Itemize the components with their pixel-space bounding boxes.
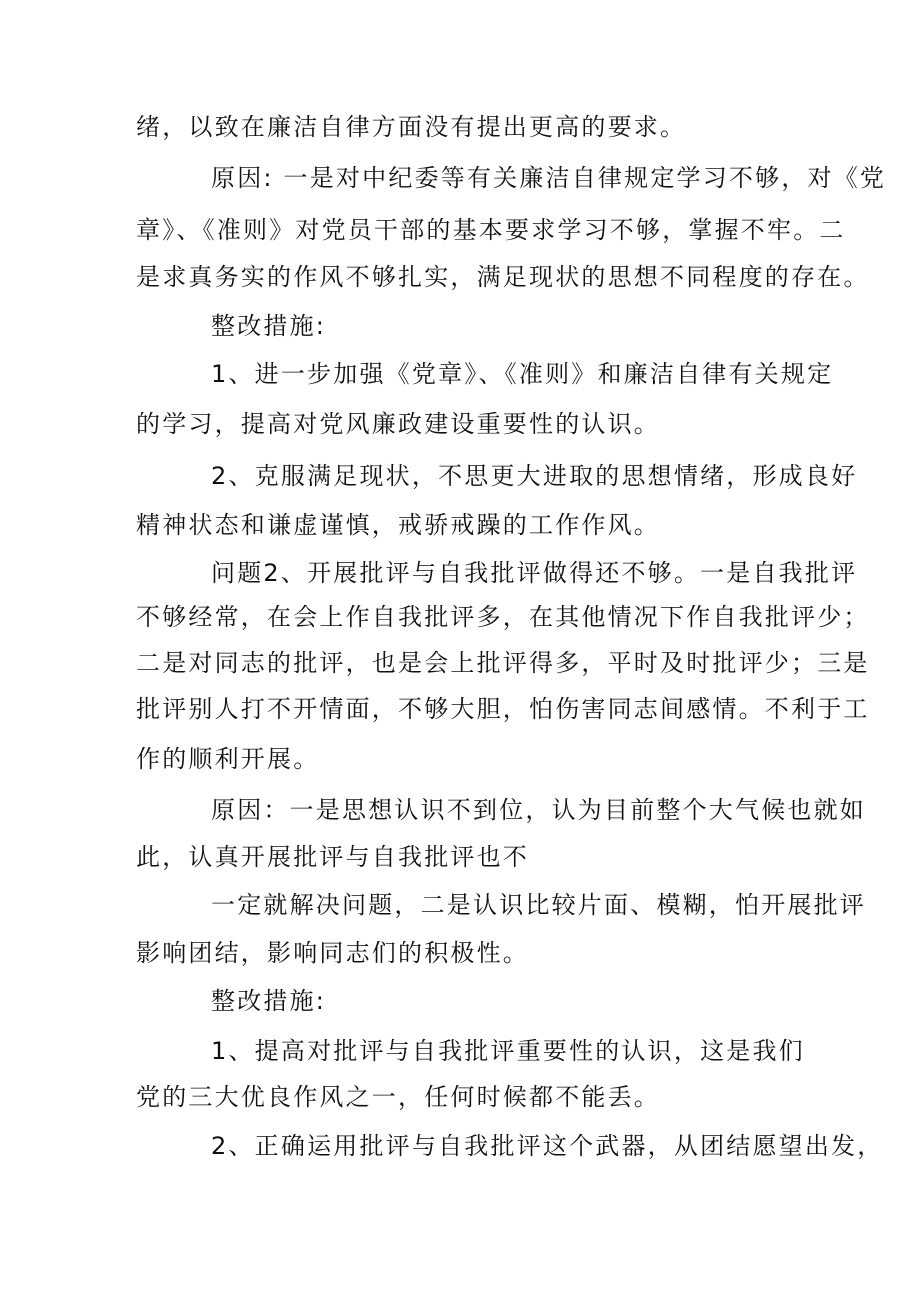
text-line: 是求真务实的作风不够扎实，满足现状的思想不同程度的存在。: [136, 263, 870, 291]
text-line: 一定就解决问题，二是认识比较片面、模糊，怕开展批评: [211, 891, 866, 919]
text-line: 绪，以致在廉洁自律方面没有提出更高的要求。: [136, 113, 687, 141]
paragraph-problem-2: 问题2、开展批评与自我批评做得还不够。一是自我批评: [211, 559, 858, 587]
section-heading-measures: 整改措施:: [211, 312, 327, 340]
text-line: 的学习，提高对党风廉政建设重要性的认识。: [136, 410, 660, 438]
text-line: 二是对同志的批评，也是会上批评得多，平时及时批评少；三是: [136, 649, 870, 677]
text-line: 此，认真开展批评与自我批评也不: [136, 843, 529, 871]
list-item-measure-2: 2、正确运用批评与自我批评这个武器，从团结愿望出发，: [211, 1132, 884, 1160]
text-line: 精神状态和谦虚谨慎，戒骄戒躁的工作作风。: [136, 511, 660, 539]
text-line: 党的三大优良作风之一，任何时候都不能丢。: [136, 1083, 660, 1111]
text-line: 批评别人打不开情面，不够大胆，怕伤害同志间感情。不利于工: [136, 695, 870, 723]
paragraph-cause-2: 原因：一是思想认识不到位，认为目前整个大气候也就如: [211, 796, 866, 824]
text-line: 不够经常，在会上作自我批评多，在其他情况下作自我批评少；: [136, 603, 870, 631]
list-item-measure-1: 1、进一步加强《党章》、《准则》和廉洁自律有关规定: [211, 360, 834, 388]
paragraph-cause-1: 原因: 一是对中纪委等有关廉洁自律规定学习不够，对《党: [211, 164, 887, 192]
list-item-measure-1: 1、提高对批评与自我批评重要性的认识，这是我们: [211, 1037, 805, 1065]
section-heading-measures: 整改措施:: [211, 987, 327, 1015]
text-line: 作的顺利开展。: [136, 745, 320, 773]
list-item-measure-2: 2、克服满足现状，不思更大进取的思想情绪，形成良好: [211, 462, 858, 490]
text-line: 章》、《准则》对党员干部的基本要求学习不够，掌握不牢。二: [136, 216, 846, 244]
text-line: 影响团结，影响同志们的积极性。: [136, 939, 529, 967]
